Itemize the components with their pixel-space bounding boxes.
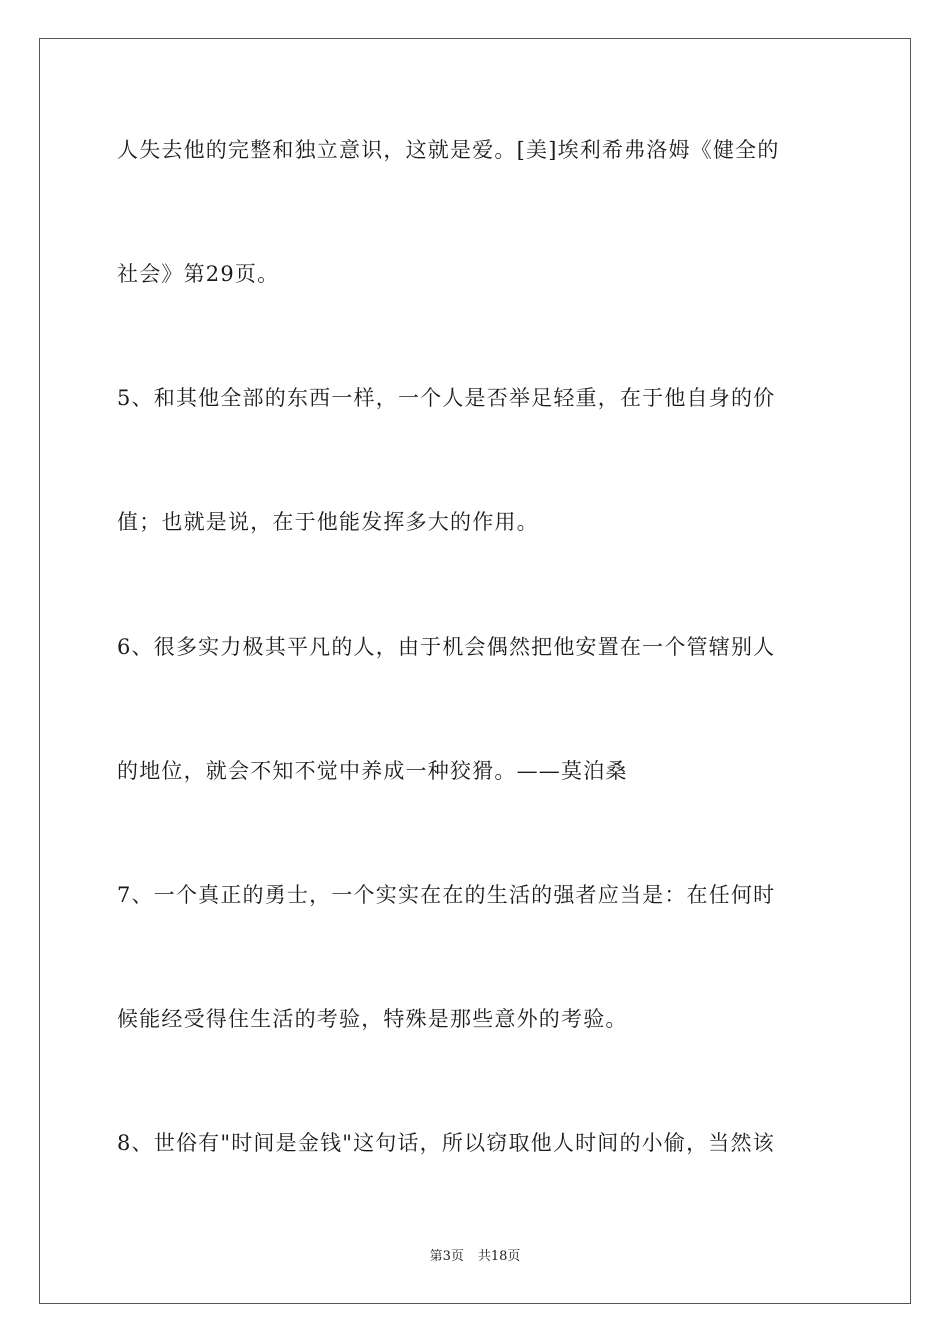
text-line-2: 社会》第29页。 <box>117 262 280 286</box>
text-line-8: 候能经受得住生活的考验，特殊是那些意外的考验。 <box>117 1007 628 1031</box>
text-line-9: 8、世俗有"时间是金钱"这句话，所以窃取他人时间的小偷，当然该 <box>117 1131 775 1155</box>
page-total: 共18页 <box>477 1249 521 1264</box>
text-line-4: 值；也就是说，在于他能发挥多大的作用。 <box>117 510 539 534</box>
text-line-1: 人失去他的完整和独立意识，这就是爱。[美]埃利希弗洛姆《健全的 <box>117 138 780 162</box>
text-line-5: 6、很多实力极其平凡的人，由于机会偶然把他安置在一个管辖别人 <box>117 635 776 659</box>
text-line-6: 的地位，就会不知不觉中养成一种狡猾。——莫泊桑 <box>117 759 628 783</box>
page-frame <box>39 38 911 1304</box>
page-number: 第3页 <box>429 1249 464 1264</box>
page-footer <box>0 1248 950 1266</box>
text-line-7: 7、一个真正的勇士，一个实实在在的生活的强者应当是：在任何时 <box>117 883 776 907</box>
text-line-3: 5、和其他全部的东西一样，一个人是否举足轻重，在于他自身的价 <box>117 386 776 410</box>
